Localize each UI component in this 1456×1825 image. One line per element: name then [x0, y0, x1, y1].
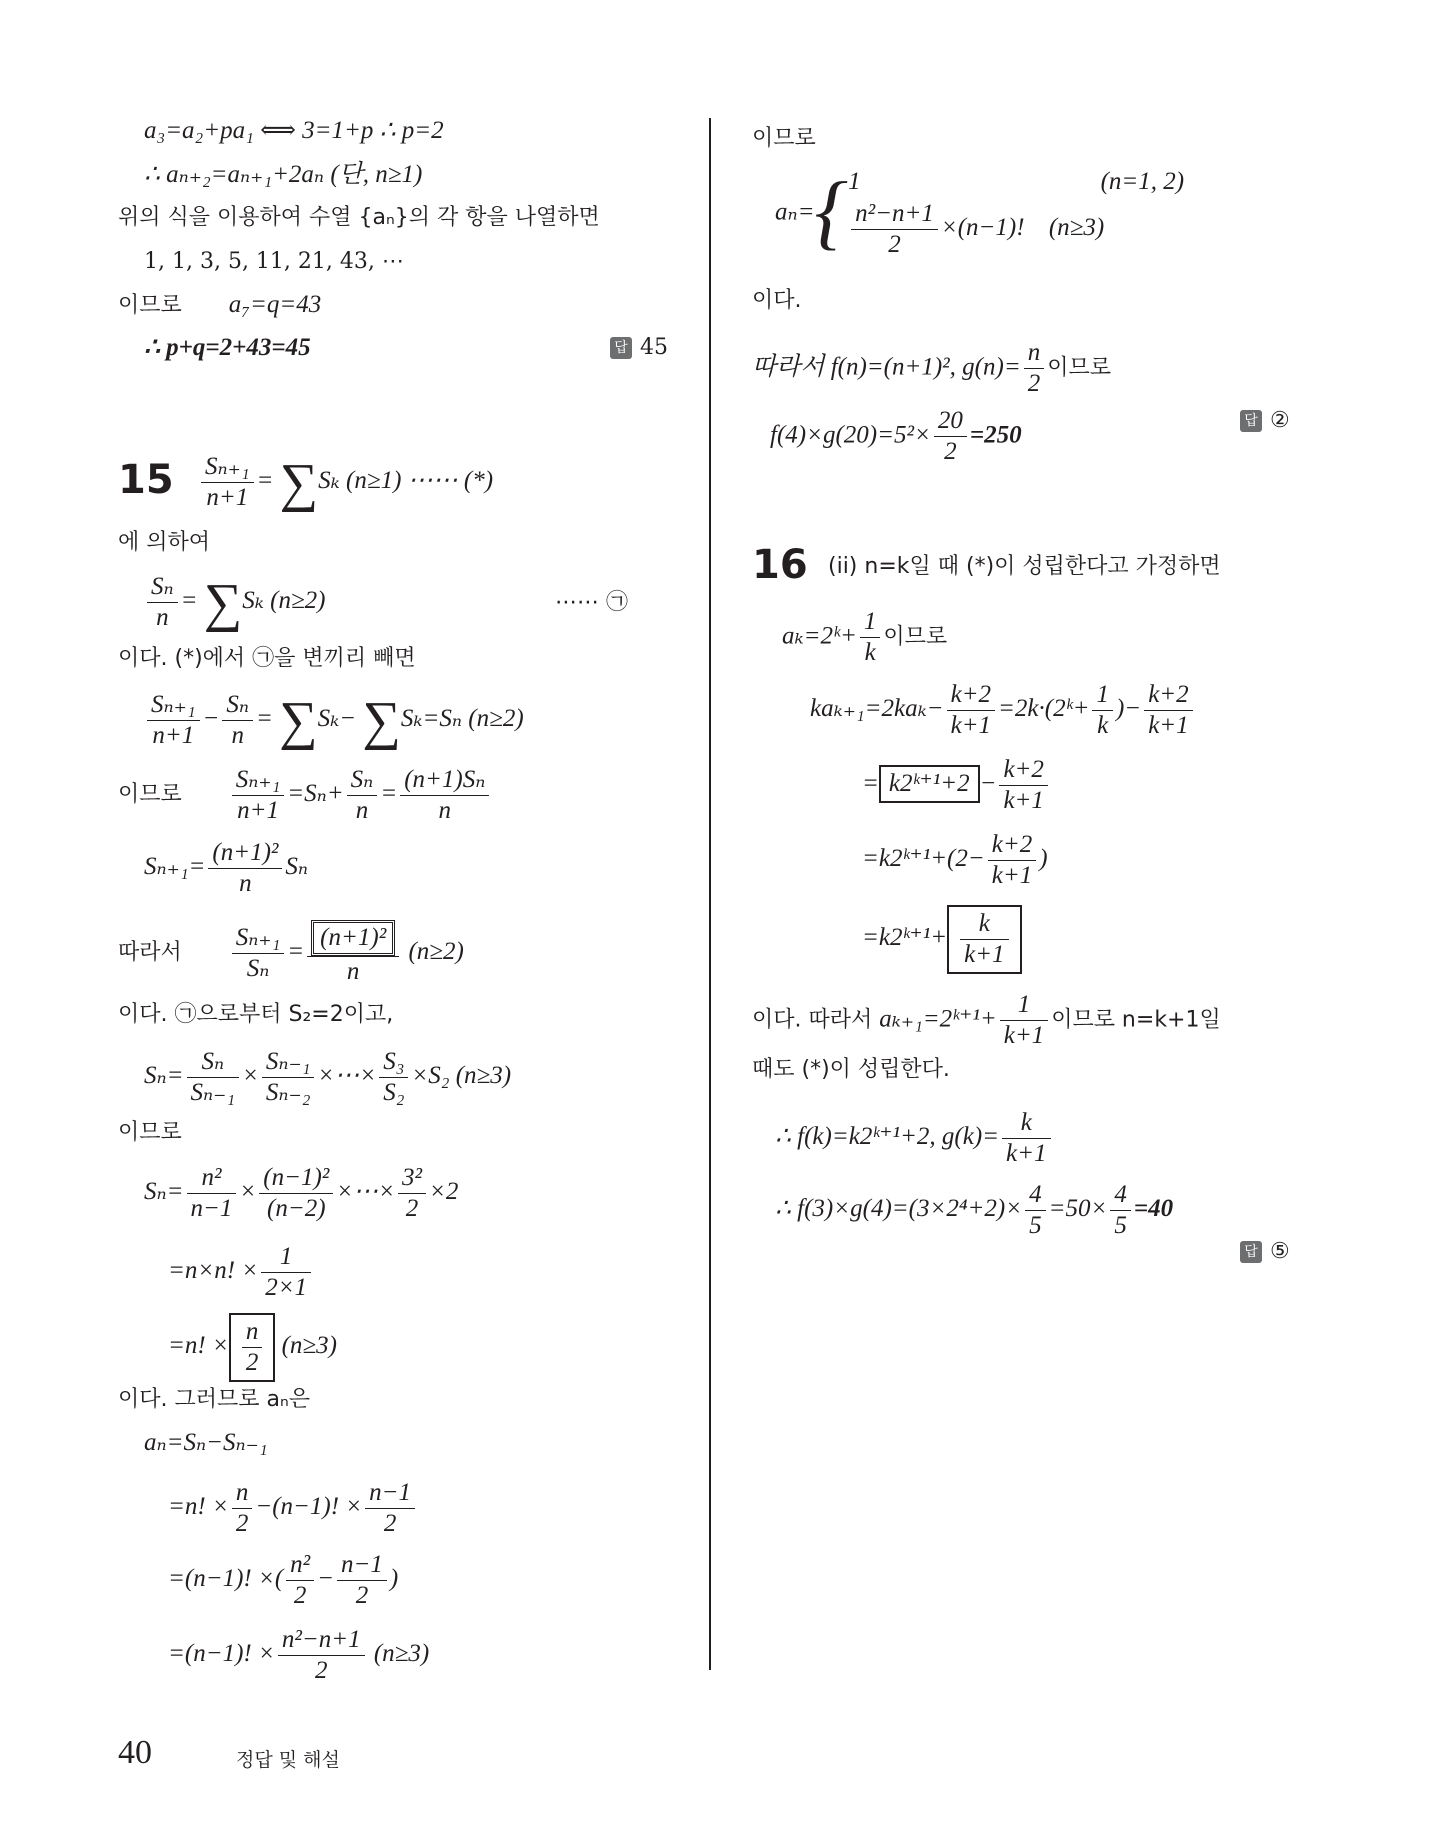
answer-value: 45	[640, 335, 668, 360]
eq-k-step1: = k2ᵏ⁺¹+2 − $\frac{k+2}{k+1}$	[862, 755, 1051, 816]
case1-cond: (n=1, 2)	[1100, 168, 1185, 195]
answer-16	[1240, 1237, 1290, 1267]
answer-value: ②	[1270, 408, 1290, 433]
eq-telescoping: Sₙ= $\frac{\text{Sₙ}}{\text{Sₙ₋₁}}$ × $\frac{\text{Sₙ₋₁}}{\text{Sₙ₋₂}}$ ×⋯× $\frac{\text{S₃}}{\text{S₂}}$ ×S₂ (n≥3)	[144, 1048, 512, 1106]
eq-ak1: 이다. 따라서 aₖ₊₁=2ᵏ⁺¹+ $\frac{1}{k+1}$ 이므로 n=k+1일	[752, 991, 1221, 1049]
text-s5-a: 이다. 따라서	[752, 1007, 873, 1033]
line-p-solve: a₃=a₂+pa₁ ⟺ 3=1+p ∴ p=2	[144, 117, 444, 144]
eq-s-next: Sₙ₊₁= $\frac{\text{(n+1)²}}{n}$ Sₙ	[144, 839, 309, 897]
answer-mark-icon: 답	[1240, 1241, 1262, 1263]
eq-an-1: =n! × $\frac{n}{2}$ −(n−1)! × $\frac{n-1}{2}$	[168, 1478, 418, 1539]
text-imeuro: 이므로	[118, 293, 182, 318]
eq-an-cases: aₙ={ 1 (n=1, 2) $\frac{\text{n²−n+1}}{2}$ ×(n−1)! (n≥3)	[775, 165, 1185, 259]
problem-number-15: 15	[118, 457, 174, 503]
eq-star: $\frac{\text{Sₙ₊₁}}{n+1}$ = ∑Sₖ (n≥1) ⋯⋯ (*)	[198, 452, 493, 513]
eq-a7: a₇=q=43	[228, 291, 322, 318]
eq-final-b: =250	[969, 421, 1022, 449]
eq-final-15: f(4)×g(20)=5²× $\frac{20}{2}$ =250	[770, 407, 1022, 465]
text-imeuro-3: 이므로	[118, 1120, 182, 1145]
eq-result-s: =n! × $\frac{n}{2}$ (n≥3)	[168, 1313, 337, 1382]
footer-title: 정답 및 해설	[236, 1749, 340, 1771]
text-imeuro-r: 이므로	[752, 126, 816, 151]
text-s2: 이다. ㉠으로부터 S₂=2이고,	[118, 1002, 394, 1027]
answer-15	[1240, 406, 1290, 436]
answer-14	[610, 333, 668, 363]
eq-fk-gk: ∴ f(k)=k2ᵏ⁺¹+2, g(k)= $\frac{k}{k+1}$	[775, 1108, 1054, 1169]
answer-value: ⑤	[1270, 1239, 1290, 1264]
eq-fg: 따라서 f(n)=(n+1)², g(n)= $\frac{n}{2}$ 이므로	[752, 339, 1111, 397]
text-s5-b: 이므로 n=k+1일	[1051, 1007, 1221, 1033]
eq-an-3: =(n−1)! × $\frac{\text{n²−n+1}}{2}$ (n≥3)	[168, 1626, 430, 1684]
eq-g-tail: (n≥2)	[270, 587, 326, 615]
text-imeuro-2: 이므로	[118, 782, 182, 808]
page-number: 40	[118, 1734, 152, 1771]
eq-ak: aₖ=2ᵏ+ $\frac{1}{k}$ 이므로	[782, 608, 948, 666]
eq-k-step3: =k2ᵏ⁺¹+ $\frac{k}{k+1}$	[862, 905, 1022, 974]
case1-val: 1	[848, 168, 861, 195]
line-a7	[118, 290, 321, 321]
eq-fg-a: 따라서 f(n)=(n+1)², g(n)=	[752, 353, 1021, 381]
eq-k-step2: =k2ᵏ⁺¹+(2− $\frac{k+2}{k+1}$ )	[862, 831, 1048, 889]
eq-g-mark: ⋯⋯ ㉠	[555, 590, 628, 615]
eq-factorial: =n×n! × $\frac{1}{2\times 1}$	[168, 1242, 314, 1303]
line-recurrence: ∴ aₙ₊₂=aₙ₊₁+2aₙ (단, n≥1)	[144, 161, 423, 188]
line-p-plus-q: ∴ p+q=2+43=45	[144, 334, 311, 361]
text-holds: 때도 (*)이 성립한다.	[752, 1057, 950, 1082]
text-hypothesis: (ii) n=k일 때 (*)이 성립한다고 가정하면	[828, 554, 1221, 579]
eq-k-ak1: kaₖ₊₁=2kaₖ− $\frac{k+2}{k+1}$ =2k·(2ᵏ+ $\frac{1}{k}$ )− $\frac{k+2}{k+1}$	[810, 680, 1196, 741]
eq-final-16-b: =40	[1133, 1195, 1174, 1223]
eq-ratio: 따라서 $\frac{\text{Sₙ₊₁}}{\text{Sₙ}}$ = $\frac{\text{(n+1)²}}{n}$ (n≥2)	[118, 920, 464, 987]
eq-an-2: =(n−1)! ×( $\frac{\text{n²}}{2}$ − $\frac{n-1}{2}$ )	[168, 1551, 399, 1609]
eq-subtract: $\frac{\text{Sₙ₊₁}}{n+1}$ − $\frac{\text{Sₙ}}{n}$ = ∑Sₖ− ∑Sₖ=Sₙ (n≥2)	[144, 690, 524, 751]
eq-an-def: aₙ=Sₙ−Sₙ₋₁	[144, 1429, 268, 1456]
text-subtract: 이다. (*)에서 ㉠을 변끼리 빼면	[118, 646, 416, 671]
answer-mark-icon: 답	[1240, 410, 1262, 432]
text-by: 에 의하여	[118, 530, 211, 555]
column-divider	[709, 118, 711, 1670]
eq-product: Sₙ= $\frac{\text{n²}}{n-1}$ × $\frac{\text{(n−1)²}}{(n-2)}$ ×⋯× $\frac{\text{3²}}{2}$ ×2	[144, 1164, 459, 1222]
case2-cond: (n≥3)	[1048, 214, 1105, 242]
answer-mark-icon: 답	[610, 337, 632, 359]
eq-recursive-s: 이므로 $\frac{\text{Sₙ₊₁}}{n+1}$ =Sₙ+ $\frac{\text{Sₙ}}{n}$ = $\frac{\text{(n+1)Sₙ}}{n}$	[118, 765, 492, 826]
text-ida: 이다.	[752, 288, 802, 313]
eq-ak-b: 이므로	[883, 624, 948, 650]
eq-fg-b: 이므로	[1047, 355, 1111, 381]
eq-star-tail: (n≥1) ⋯⋯ (*)	[346, 467, 494, 495]
cond-n3: (n≥3)	[281, 1332, 337, 1360]
text-ttaraseo: 따라서	[118, 940, 182, 966]
problem-number-16: 16	[752, 542, 808, 588]
line-list-intro: 위의 식을 이용하여 수열 {aₙ}의 각 항을 나열하면	[118, 205, 600, 230]
line-sequence-terms: 1, 1, 3, 5, 11, 21, 43, ⋯	[144, 249, 404, 274]
eq-final-16: ∴ f(3)×g(4)=(3×2⁴+2)× $\frac{4}{5}$ =50× $\frac{4}{5}$ =40	[775, 1181, 1174, 1239]
text-therefore-an: 이다. 그러므로 aₙ은	[118, 1387, 310, 1412]
eq-final-a: f(4)×g(20)=5²×	[770, 421, 931, 449]
eq-giyeok: $\frac{\text{Sₙ}}{n}$ = ∑Sₖ (n≥2)	[144, 572, 326, 633]
